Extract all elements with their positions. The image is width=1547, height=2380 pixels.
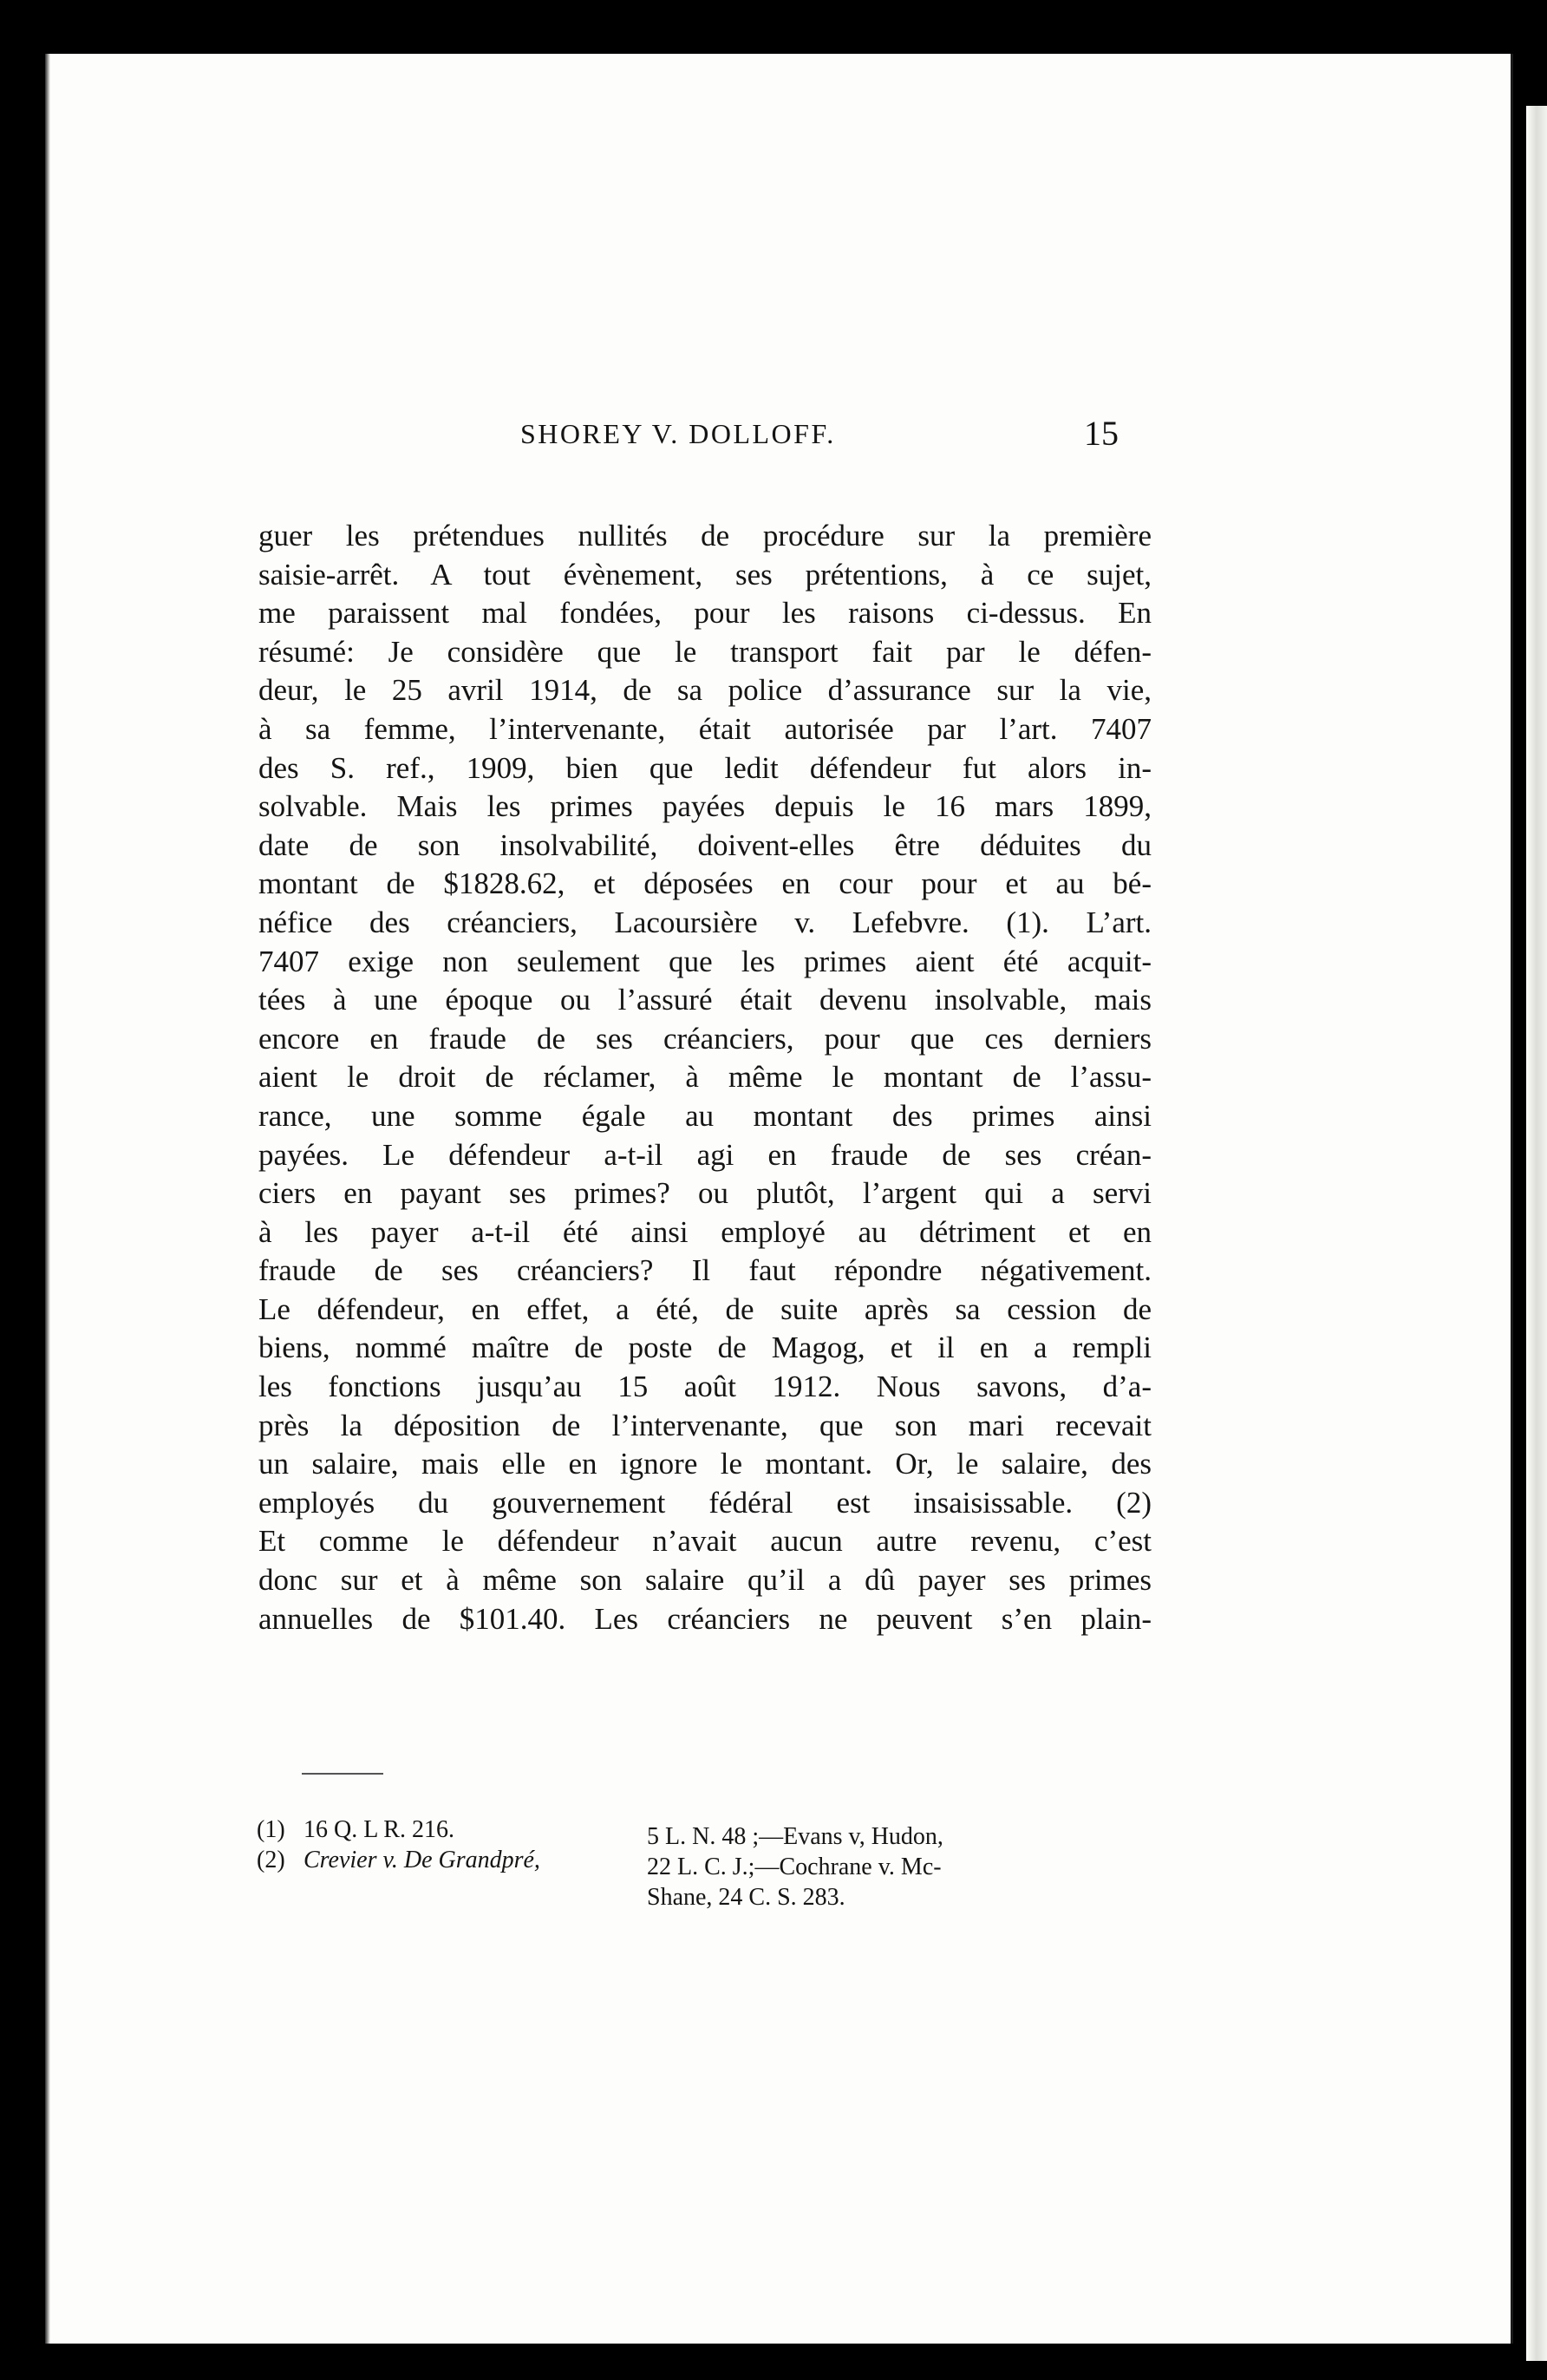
text-line: à sa femme, l’intervenante, était autorisée par l’art. 7407 [258, 711, 1152, 746]
footnotes-right-column [647, 1821, 1133, 1912]
body-text [258, 517, 1152, 1638]
text-line: date de son insolvabilité, doivent-elles être déduites du [258, 827, 1152, 862]
text-line: néfice des créanciers, Lacoursière v. Lefebvre. (1). L’art. [258, 905, 1152, 939]
text-line: rance, une somme égale au montant des primes ainsi [258, 1098, 1152, 1133]
page-header [45, 399, 1511, 468]
text-line: aient le droit de réclamer, à même le montant de l’assu- [258, 1060, 1152, 1095]
book-page [45, 54, 1513, 2344]
footnotes-left-column [257, 1814, 621, 1875]
text-line: un salaire, mais elle en ignore le montant. Or, le salaire, des [258, 1447, 1152, 1481]
footnote-1-mark: (1) [257, 1816, 285, 1843]
text-line: montant de $1828.62, et déposées en cour pour et au bé- [258, 866, 1152, 901]
text-line: payées. Le défendeur a-t-il agi en fraude de ses créan- [258, 1137, 1152, 1172]
text-line: biens, nommé maître de poste de Magog, et il en a rempli [258, 1331, 1152, 1365]
footnote-2 [257, 1845, 621, 1875]
text-line: deur, le 25 avril 1914, de sa police d’assurance sur la vie, [258, 673, 1152, 708]
text-line: annuelles de $101.40. Les créanciers ne peuvent s’en plain- [258, 1601, 1152, 1636]
text-line: ciers en payant ses primes? ou plutôt, l’argent qui a servi [258, 1176, 1152, 1211]
text-line: me paraissent mal fondées, pour les raisons ci-dessus. En [258, 596, 1152, 631]
text-line: donc sur et à même son salaire qu’il a dû payer ses primes [258, 1563, 1152, 1598]
text-line: tées à une époque ou l’assuré était devenu insolvable, mais [258, 983, 1152, 1017]
running-head: SHOREY V. DOLLOFF. [520, 418, 836, 449]
page-edge-shadow [1526, 106, 1547, 2361]
text-line: des S. ref., 1909, bien que ledit défendeur fut alors in- [258, 750, 1152, 785]
footnote-2-mark: (2) [257, 1847, 285, 1873]
page-number: 15 [1084, 414, 1119, 453]
text-line: à les payer a-t-il été ainsi employé au détriment et en [258, 1214, 1152, 1249]
text-line: près la déposition de l’intervenante, que son mari recevait [258, 1408, 1152, 1442]
footnote-2-continued-line: 22 L. C. J.;—Cochrane v. Mc- [647, 1854, 942, 1880]
footnote-1 [257, 1814, 621, 1845]
text-line: fraude de ses créanciers? Il faut répondre négativement. [258, 1253, 1152, 1288]
footnote-2-continued-line: 5 L. N. 48 ;—Evans v, Hudon, [647, 1823, 943, 1850]
text-line: encore en fraude de ses créanciers, pour que ces derniers [258, 1021, 1152, 1056]
footnote-rule [302, 1773, 383, 1775]
text-line: saisie-arrêt. A tout évènement, ses prétentions, à ce sujet, [258, 557, 1152, 592]
text-line: Et comme le défendeur n’avait aucun autre revenu, c’est [258, 1524, 1152, 1559]
text-line: 7407 exige non seulement que les primes aient été acquit- [258, 944, 1152, 978]
footnote-1-text: 16 Q. L R. 216. [304, 1816, 454, 1843]
text-line: guer les prétendues nullités de procédure sur la première [258, 519, 1152, 552]
text-line: solvable. Mais les primes payées depuis le 16 mars 1899, [258, 789, 1152, 824]
text-line: employés du gouvernement fédéral est insaisissable. (2) [258, 1485, 1152, 1520]
footnote-2-text: Crevier v. De Grandpré, [304, 1847, 540, 1873]
text-line: résumé: Je considère que le transport fait par le défen- [258, 634, 1152, 669]
footnote-2-continued-line: Shane, 24 C. S. 283. [647, 1884, 845, 1911]
text-line: les fonctions jusqu’au 15 août 1912. Nous savons, d’a- [258, 1370, 1152, 1404]
text-line: Le défendeur, en effet, a été, de suite après sa cession de [258, 1291, 1152, 1326]
